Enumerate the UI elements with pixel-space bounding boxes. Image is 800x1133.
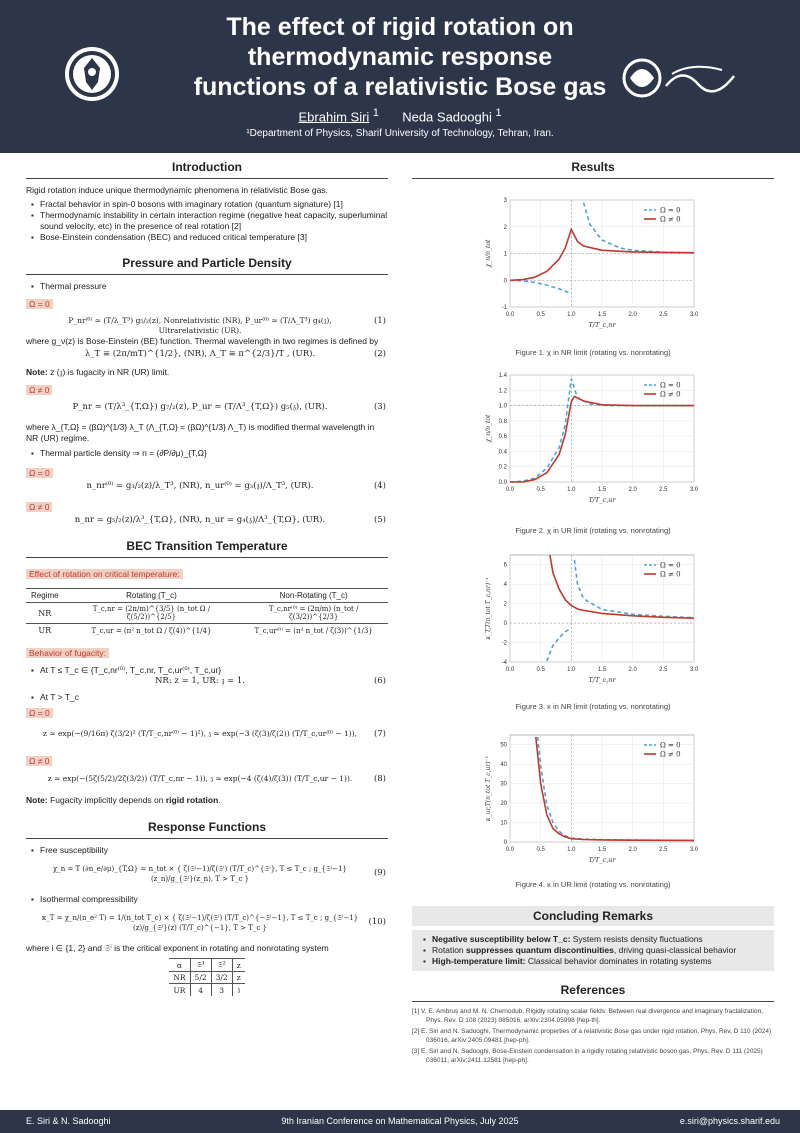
x-tick-label: 3.0 xyxy=(689,312,699,318)
poster-header xyxy=(0,0,800,153)
omega-zero-tag-3: Ω = 0 xyxy=(26,708,53,718)
table-row: α 𝔖¹ 𝔖² z xyxy=(169,959,244,972)
y-tick-label: 3 xyxy=(503,198,507,204)
omega-nonzero-tag: Ω ≠ 0 xyxy=(26,385,52,395)
references-section xyxy=(412,983,774,1068)
footer-authors: E. Siri & N. Sadooghi xyxy=(26,1116,111,1126)
y-tick-label: -4 xyxy=(501,660,507,666)
fugacity-behavior-label: Behavior of fugacity: xyxy=(26,648,109,658)
equation-7: z ≃ exp(−(9/16π) ζ(3/2)² (T/T_c,nr⁽⁰⁾ − 1)²), 𝔷 ≃ exp(−3 (ζ(3)/ζ(2)) (T/T_c,ur⁽⁰⁾ − 1)), (7) xyxy=(42,729,386,739)
equation-8: z ≃ exp(−(5ζ(5/2)/2ζ(3/2)) (T/T_c,nr − 1)), 𝔷 ≃ exp(−4 (ζ(4)/ζ(3)) (T/T_c,ur − 1)). (8) xyxy=(47,774,386,784)
x-tick-label: 1.5 xyxy=(597,312,607,318)
y-tick-label: 1.2 xyxy=(498,388,507,395)
author-2: Neda Sadooghi xyxy=(402,109,492,125)
x-tick-label: 0.5 xyxy=(536,847,545,853)
poster-footer xyxy=(0,1110,800,1133)
legend-label: Ω = 0 xyxy=(660,206,681,215)
table-row: NR T_c,nr = (2π/m)^{3/5} (n_tot Ω / ζ(5/2))^{2/5} T_c,nr⁽⁰⁾ = (2π/m) (n_tot / ζ(3/2))^{2/3} xyxy=(26,603,388,624)
intro-bullet-3: ▪ Bose-Einstein condensation (BEC) and reduced critical temperature [3] xyxy=(34,232,388,243)
x-tick-label: 0.0 xyxy=(505,312,515,318)
y-tick-label: 0.0 xyxy=(498,480,507,486)
critical-temperature-table xyxy=(26,588,388,637)
table-header: Rotating (T_c) xyxy=(64,589,240,603)
results-title: Results xyxy=(412,160,774,179)
chart-chi-ur xyxy=(412,365,774,510)
omega-nonzero-tag-2: Ω ≠ 0 xyxy=(26,502,52,512)
equation-5: n_nr = g₅/₂(z)/λ³_{T,Ω}, (NR), n_ur = g₄(𝔷)/Λ³_{T,Ω}, (UR). (5) xyxy=(74,515,386,525)
x-axis-label: T/T_c,ur xyxy=(588,496,616,504)
conclusion-bullet-2: ▪ Rotation suppresses quantum discontinuities, driving quasi-classical behavior xyxy=(426,945,768,956)
y-tick-label: 1.0 xyxy=(498,403,507,410)
x-tick-label: 2.0 xyxy=(628,312,637,318)
table-row: NR 5/2 3/2 z xyxy=(169,972,244,984)
intro-bullet-2: ▪ Thermodynamic instability in certain interaction regime (negative heat capacity, superluminal sound velocity, etc) in the presence of real rotation [2] xyxy=(34,210,388,232)
pressure-title: Pressure and Particle Density xyxy=(26,256,388,275)
conclusion-title: Concluding Remarks xyxy=(412,906,774,926)
figure-1-caption: Figure 1. χ in NR limit (rotating vs. nonrotating) xyxy=(515,348,671,357)
x-tick-label: 2.0 xyxy=(628,667,637,673)
x-tick-label: 1.0 xyxy=(567,487,576,493)
reference-1: [1] V. E. Ambruș and M. N. Chernodub, Rigidly rotating scalar fields: Between real divergence and imaginary fractalization, Phys. Rev. D 108 (2023) 085016, arXiv:2304.05998 [hep-th]. xyxy=(412,1008,763,1024)
omega-zero-tag: Ω = 0 xyxy=(26,299,53,309)
y-tick-label: -2 xyxy=(501,640,507,647)
where-1: where g_ν(z) is Bose-Einstein (BE) function. Thermal wavelength in two regimes is defined by xyxy=(26,336,379,346)
author-1[interactable]: Ebrahim Siri xyxy=(298,109,370,125)
density-bullet: ▪ Thermal particle density ⇒ n = (∂P/∂μ)_{T,Ω} xyxy=(34,448,388,459)
x-tick-label: 1.0 xyxy=(567,667,576,673)
author-2-affil: 1 xyxy=(495,107,502,119)
x-tick-label: 2.5 xyxy=(659,487,668,493)
susceptibility-bullet: ▪ Free susceptibility xyxy=(34,845,388,856)
legend-label: Ω ≠ 0 xyxy=(660,390,681,399)
table-header: Regime xyxy=(26,589,64,603)
equation-1: P_nr⁽⁰⁾ ≃ (T/λ_T³) g₅/₂(z), Nonrelativistic (NR), P_ur⁽⁰⁾ ≃ (T/Λ_T³) g₄(𝔷), Ultrarelativistic (UR). (1) xyxy=(68,316,386,335)
reference-2: [2] E. Siri and N. Sadooghi, Thermodynamic properties of a relativistic Bose gas under rigid rotation, Phys. Rev. D 110 (2024) 036016, arXiv:2405.09481 [hep-ph]. xyxy=(412,1028,772,1044)
y-tick-label: 0 xyxy=(503,840,507,846)
x-tick-label: 2.0 xyxy=(628,847,637,853)
x-tick-label: 1.0 xyxy=(567,847,576,853)
x-tick-label: 2.5 xyxy=(659,312,668,318)
x-tick-label: 3.0 xyxy=(689,487,699,493)
y-tick-label: 2 xyxy=(503,601,507,608)
critical-exponent-text: where i ∈ {1, 2} and 𝔖ⁱ is the critical exponent in rotating and nonrotating system xyxy=(26,943,329,953)
table-row: UR 4 3 𝔷 xyxy=(169,984,244,997)
at-gt-bullet: ▪ At T > T_c xyxy=(34,692,388,703)
table-header: Non-Rotating (T_c) xyxy=(239,589,388,603)
y-axis-label: κ_ur,T(n_tot T_c,ur)⁻¹ xyxy=(485,755,492,822)
table-row: UR T_c,ur = (π² n_tot Ω / ζ(4))^{1/4} T_c,ur⁽⁰⁾ = (π² n_tot / ζ(3))^{1/3} xyxy=(26,624,388,638)
chart-chi-nr xyxy=(412,190,774,335)
y-tick-label: 0.8 xyxy=(498,418,507,425)
where-3: where λ_{T,Ω} = (βΩ)^{1/3} λ_T (Λ_{T,Ω} = (βΩ)^{1/3} Λ_T) is modified thermal wavelength in NR (UR) regime. xyxy=(26,422,375,443)
legend-label: Ω = 0 xyxy=(660,561,681,570)
equation-6: NR: z = 1, UR: 𝔷 = 1. (6) xyxy=(154,676,386,686)
figure-2-caption: Figure 2. χ in UR limit (rotating vs. nonrotating) xyxy=(515,526,671,535)
x-tick-label: 2.5 xyxy=(659,667,668,673)
footer-conference: 9th Iranian Conference on Mathematical Physics, July 2025 xyxy=(281,1116,519,1126)
figure-4-caption: Figure 4. κ in UR limit (rotating vs. nonrotating) xyxy=(515,880,671,889)
right-column xyxy=(412,160,774,1105)
equation-9: χ_n = T (∂n_e/∂μ)_{T,Ω} = n_tot × { ζ(𝔖ⁱ−1)/ζ(𝔖ⁱ) (T/T_c)^{𝔖ⁱ}, T ≤ T_c ; g_{𝔖ⁱ−1}(z_n)/g_{𝔖ⁱ}(z_n), T > T_c } (9) xyxy=(52,865,386,883)
y-tick-label: 4 xyxy=(503,582,507,589)
figure-3-caption: Figure 3. κ in NR limit (rotating vs. nonrotating) xyxy=(515,702,671,711)
x-tick-label: 3.0 xyxy=(689,667,699,673)
effect-rotation-label: Effect of rotation on critical temperature: xyxy=(26,569,183,579)
x-tick-label: 2.5 xyxy=(659,847,668,853)
compressibility-bullet: ▪ Isothermal compressibility xyxy=(34,894,388,905)
y-tick-label: 20 xyxy=(500,801,507,808)
response-title: Response Functions xyxy=(26,820,388,839)
x-tick-label: 0.0 xyxy=(505,847,515,853)
equation-2: λ_T ≡ (2π/mT)^{1/2}, (NR), Λ_T ≡ π^{2/3}/T , (UR). (2) xyxy=(84,349,386,359)
y-tick-label: 1 xyxy=(503,251,507,258)
at-le-bullet: ▪ At T ≤ T_c ∈ {T_c,nr⁽⁰⁾, T_c,nr, T_c,ur⁽⁰⁾, T_c,ur} xyxy=(34,665,388,676)
intro-lead: Rigid rotation induce unique thermodynamic phenomena in relativistic Bose gas. xyxy=(26,185,328,195)
x-tick-label: 1.5 xyxy=(597,487,607,493)
legend-label: Ω = 0 xyxy=(660,381,681,390)
conclusion-box xyxy=(412,930,774,971)
x-tick-label: 0.0 xyxy=(505,487,515,493)
chart-kappa-nr xyxy=(412,545,774,690)
x-tick-label: 0.5 xyxy=(536,487,545,493)
conclusion-bullet-3: ▪ High-temperature limit: Classical behavior dominates in rotating systems xyxy=(426,956,768,967)
conclusion-bullet-1: ▪ Negative susceptibility below T_c: System resists density fluctuations xyxy=(426,934,768,945)
y-axis-label: χ_n/n_tot xyxy=(485,239,492,268)
exponent-table xyxy=(169,958,244,996)
y-tick-label: 2 xyxy=(503,224,507,231)
legend-label: Ω = 0 xyxy=(660,741,681,750)
y-tick-label: 6 xyxy=(503,562,507,569)
left-column xyxy=(26,160,388,1000)
conclusion-section xyxy=(412,906,774,971)
y-tick-label: 0 xyxy=(503,621,507,628)
y-tick-label: 1.4 xyxy=(498,373,507,379)
x-tick-label: 1.5 xyxy=(597,667,607,673)
equation-3: P_nr ≃ (T/λ³_{T,Ω}) g₇/₂(z), P_ur ≃ (T/Λ³_{T,Ω}) g₅(𝔷), (UR). (3) xyxy=(72,402,386,412)
legend-label: Ω ≠ 0 xyxy=(660,570,681,579)
note-rotation: Note: Fugacity implicitly depends on rigid rotation. xyxy=(26,795,221,805)
omega-zero-tag-2: Ω = 0 xyxy=(26,468,53,478)
author-1-affil: 1 xyxy=(372,107,379,119)
y-tick-label: 0.6 xyxy=(498,434,507,441)
chart-kappa-ur xyxy=(412,725,774,870)
thermal-pressure-bullet: ▪ Thermal pressure xyxy=(34,281,388,292)
conference-logo-icon xyxy=(622,56,742,100)
y-tick-label: 30 xyxy=(500,781,507,788)
note-fugacity: Note: z (𝔷) is fugacity in NR (UR) limit. xyxy=(26,367,170,377)
references-title: References xyxy=(412,983,774,1002)
y-tick-label: 40 xyxy=(500,762,507,769)
university-seal-icon xyxy=(64,46,120,102)
bec-title: BEC Transition Temperature xyxy=(26,539,388,558)
x-tick-label: 1.0 xyxy=(567,312,576,318)
y-tick-label: 0.4 xyxy=(498,449,507,456)
x-tick-label: 3.0 xyxy=(689,847,699,853)
legend-label: Ω ≠ 0 xyxy=(660,215,681,224)
intro-bullets xyxy=(26,199,388,243)
x-tick-label: 1.5 xyxy=(597,847,607,853)
x-tick-label: 0.0 xyxy=(505,667,515,673)
y-axis-label: κ_T,T(n_tot T_c,nr)⁻¹ xyxy=(485,577,492,640)
poster-title: The effect of rigid rotation on thermodynamic response functions of a relativistic Bose gas xyxy=(193,13,607,101)
y-tick-label: -1 xyxy=(501,305,507,311)
x-axis-label: T/T_c,nr xyxy=(588,321,616,329)
omega-nonzero-tag-3: Ω ≠ 0 xyxy=(26,756,52,766)
reference-3: [3] E. Siri and N. Sadooghi, Bose-Einstein condensation in a rigidly rotating relativistic boson gas, Phys. Rev. D 111 (2025) 036011, arXiv:2411.12581 [hep-ph]. xyxy=(412,1048,763,1064)
footer-email[interactable]: e.siri@physics.sharif.edu xyxy=(679,1116,780,1126)
y-tick-label: 10 xyxy=(500,820,507,827)
y-tick-label: 0 xyxy=(503,278,507,285)
x-tick-label: 0.5 xyxy=(536,667,545,673)
equation-10: κ_T = χ_n/(n_e² T) = 1/(n_tot T_c) × { ζ(𝔖ⁱ−1)/ζ(𝔖ⁱ) (T/T_c)^{−𝔖ⁱ−1}, T ≤ T_c ; g_{𝔖ⁱ−1}(z)/g_{𝔖ⁱ}(z) (T/T_c)^{−1}, T > T_c } (10) xyxy=(41,914,386,932)
legend-label: Ω ≠ 0 xyxy=(660,750,681,759)
x-tick-label: 0.5 xyxy=(536,312,545,318)
intro-bullet-1: ▪ Fractal behavior in spin-0 bosons with imaginary rotation (quantum signature) [1] xyxy=(34,199,388,210)
x-axis-label: T/T_c,ur xyxy=(588,856,616,864)
equation-4: n_nr⁽⁰⁾ = g₃/₂(z)/λ_T³, (NR), n_ur⁽⁰⁾ = g₃(𝔷)/Λ_T³, (UR). (4) xyxy=(86,481,386,491)
authors xyxy=(0,107,800,124)
y-tick-label: 0.2 xyxy=(498,464,507,471)
affiliation: ¹Department of Physics, Sharif University of Technology, Tehran, Iran. xyxy=(246,128,554,139)
x-tick-label: 2.0 xyxy=(628,487,637,493)
intro-title: Introduction xyxy=(26,160,388,179)
y-axis-label: χ_n/n_tot xyxy=(485,414,492,443)
x-axis-label: T/T_c,nr xyxy=(588,676,616,684)
y-tick-label: 50 xyxy=(500,742,507,749)
